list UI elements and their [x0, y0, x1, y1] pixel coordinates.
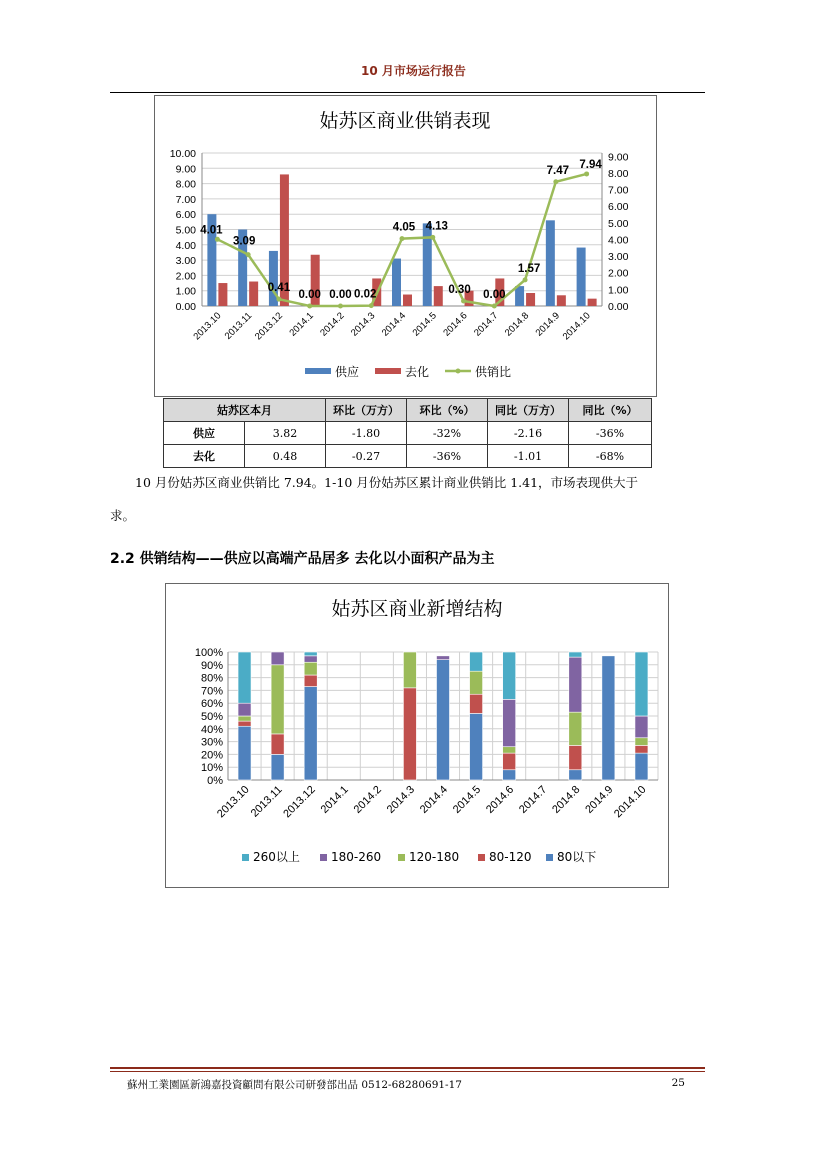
legend-label: 80-120: [489, 850, 532, 864]
supply-sales-chart-svg: [155, 96, 656, 396]
y-tick-label-left: 4.00: [175, 239, 196, 252]
ratio-data-label: 0.00: [298, 289, 321, 301]
y-tick-label-right: 4.00: [608, 234, 629, 247]
stacked-segment: [635, 745, 648, 753]
table-cell: -2.16: [488, 422, 569, 445]
stacked-segment: [470, 671, 483, 694]
bar-sales: [588, 299, 597, 306]
table-header-row: [164, 399, 652, 422]
ratio-point: [400, 236, 405, 241]
y-tick-label-left: 6.00: [175, 209, 196, 222]
ratio-point: [492, 304, 497, 309]
chart-title: 姑苏区商业新增结构: [331, 598, 503, 620]
ratio-point: [461, 299, 466, 304]
ratio-point: [338, 304, 343, 309]
table-cell: -0.27: [326, 445, 407, 468]
table-header: 同比（万方）: [488, 399, 569, 422]
stacked-segment: [437, 656, 450, 660]
ratio-data-label: 3.09: [232, 235, 256, 248]
y-tick-label-left: 1.00: [175, 285, 196, 298]
y-tick-label-right: 5.00: [608, 217, 629, 230]
table-cell: -1.01: [488, 445, 569, 468]
ratio-point: [430, 235, 435, 240]
table-cell: -68%: [569, 445, 652, 468]
y-tick-label: 80%: [200, 672, 223, 685]
y-tick-label-left: 7.00: [175, 193, 196, 206]
ratio-data-label: 4.05: [392, 221, 416, 234]
body-paragraph-line1: 10 月份姑苏区商业供销比 7.94。1-10 月份姑苏区累计商业供销比 1.41，市场表现供大于: [135, 475, 639, 490]
ratio-point: [246, 252, 251, 257]
x-tick-label: 2014.8: [550, 783, 583, 816]
x-tick-label: 2014.10: [560, 310, 593, 343]
ratio-data-label: 0.00: [483, 289, 506, 301]
ratio-point: [276, 297, 281, 302]
ratio-point: [215, 237, 220, 242]
table-row-label: 去化: [164, 445, 245, 468]
y-tick-label-right: 7.00: [608, 184, 629, 197]
ratio-data-label: 0.30: [448, 284, 471, 297]
y-tick-label-right: 6.00: [608, 201, 629, 214]
ratio-point: [584, 171, 589, 176]
ratio-data-label: 4.13: [425, 220, 448, 233]
x-tick-label: 2013.12: [252, 310, 286, 343]
x-tick-label: 2014.9: [533, 310, 562, 339]
bar-sales: [557, 295, 566, 306]
stacked-segment: [569, 657, 582, 712]
stacked-segment: [569, 745, 582, 769]
x-tick-label: 2014.4: [417, 783, 451, 816]
x-tick-label: 2014.8: [502, 310, 532, 339]
stacked-segment: [635, 652, 648, 716]
y-tick-label: 60%: [200, 698, 223, 711]
x-tick-label: 2014.5: [410, 310, 439, 339]
new-structure-chart: [165, 583, 669, 888]
ratio-data-label: 7.47: [546, 164, 570, 177]
bar-supply: [577, 248, 586, 306]
bar-sales: [434, 286, 443, 306]
y-tick-label-right: 9.00: [608, 151, 629, 164]
stacked-segment: [238, 726, 251, 780]
x-tick-label: 2014.3: [384, 783, 418, 816]
bar-sales: [218, 283, 227, 306]
table-cell: 3.82: [245, 422, 326, 445]
ratio-point: [523, 277, 528, 282]
x-tick-label: 2014.1: [287, 310, 316, 339]
ratio-data-label: 7.94: [579, 158, 602, 171]
stacked-segment: [271, 652, 284, 665]
y-tick-label: 20%: [200, 749, 223, 762]
stacked-segment: [403, 688, 416, 780]
ratio-data-label: 0.41: [267, 282, 291, 295]
legend-swatch: [320, 854, 327, 861]
table-row: [164, 422, 652, 445]
body-paragraph-line2: 求。: [110, 508, 136, 523]
y-tick-label: 90%: [200, 659, 223, 672]
table-cell: -36%: [569, 422, 652, 445]
stacked-segment: [304, 687, 317, 780]
ratio-data-label: 0.02: [354, 288, 377, 301]
stacked-segment: [503, 753, 516, 770]
stacked-segment: [602, 656, 615, 780]
bar-supply: [515, 286, 524, 306]
legend-label: 180-260: [331, 850, 382, 864]
stacked-segment: [635, 716, 648, 738]
table-cell: -1.80: [326, 422, 407, 445]
legend-swatch: [242, 854, 249, 861]
y-tick-label-left: 8.00: [175, 178, 196, 191]
y-tick-label: 30%: [200, 736, 223, 749]
y-tick-label: 10%: [200, 762, 223, 775]
stacked-segment: [304, 675, 317, 687]
y-tick-label-left: 0.00: [175, 301, 196, 313]
stacked-segment: [635, 738, 648, 746]
table-row: [164, 445, 652, 468]
y-tick-label-right: 3.00: [608, 251, 629, 264]
supply-sales-chart: [154, 95, 657, 397]
ratio-data-label: 1.57: [517, 262, 541, 275]
x-tick-label: 2014.2: [351, 783, 384, 816]
legend-label: 供销比: [475, 365, 512, 379]
ratio-data-label: 4.01: [200, 224, 223, 237]
stacked-segment: [569, 712, 582, 745]
legend-swatch: [478, 854, 485, 861]
y-tick-label: 50%: [200, 711, 223, 723]
legend-label: 供应: [335, 365, 360, 379]
stacked-segment: [238, 703, 251, 716]
y-tick-label-right: 2.00: [608, 267, 629, 280]
table-cell: 0.48: [245, 445, 326, 468]
y-tick-label-left: 10.00: [169, 148, 196, 160]
y-tick-label-left: 3.00: [175, 255, 196, 268]
stacked-segment: [304, 662, 317, 675]
table-header: 同比（%）: [569, 399, 652, 422]
footer-company: 蘇州工業園區新鴻嘉投資顧問有限公司研發部出品 0512-68280691-17: [127, 1079, 462, 1091]
x-tick-label: 2013.11: [222, 310, 255, 342]
stacked-segment: [437, 660, 450, 780]
ratio-point: [369, 303, 374, 308]
section-heading: 2.2 供销结构——供应以高端产品居多 去化以小面积产品为主: [110, 551, 495, 567]
summary-table: [163, 398, 652, 468]
bar-sales: [403, 295, 412, 306]
ratio-point: [553, 179, 558, 184]
bar-sales: [249, 282, 258, 306]
x-tick-label: 2013.11: [248, 783, 285, 820]
x-tick-label: 2013.10: [215, 783, 252, 821]
y-tick-label: 0%: [207, 775, 223, 787]
x-tick-label: 2014.1: [318, 783, 351, 816]
legend-label: 120-180: [409, 850, 460, 864]
legend-label: 260以上: [253, 850, 300, 864]
x-tick-label: 2014.10: [611, 783, 649, 821]
y-tick-label-left: 9.00: [175, 163, 196, 176]
stacked-segment: [503, 699, 516, 746]
x-tick-label: 2014.4: [379, 310, 409, 339]
stacked-segment: [238, 652, 251, 703]
stacked-segment: [569, 652, 582, 657]
new-structure-chart-svg: [166, 584, 668, 887]
stacked-segment: [304, 656, 317, 662]
running-header: 10 月市场运行报告: [361, 64, 466, 78]
stacked-segment: [271, 665, 284, 734]
x-tick-label: 2014.6: [483, 783, 517, 816]
y-tick-label-right: 1.00: [608, 284, 629, 297]
chart-title: 姑苏区商业供销表现: [319, 110, 491, 132]
x-tick-label: 2014.5: [450, 783, 484, 816]
header-rule: [110, 92, 705, 93]
stacked-segment: [403, 652, 416, 688]
y-tick-label: 40%: [200, 723, 223, 736]
x-tick-label: 2014.2: [318, 310, 347, 339]
bar-supply: [546, 220, 555, 306]
x-tick-label: 2014.3: [349, 310, 378, 339]
stacked-segment: [569, 770, 582, 780]
bar-sales: [526, 293, 535, 306]
legend-swatch: [546, 854, 553, 861]
legend-swatch: [375, 368, 401, 374]
y-tick-label: 100%: [194, 647, 223, 659]
table-cell: -32%: [407, 422, 488, 445]
ratio-data-label: 0.00: [329, 289, 352, 301]
stacked-segment: [271, 734, 284, 754]
legend-swatch: [398, 854, 405, 861]
stacked-segment: [238, 716, 251, 721]
legend-swatch: [305, 368, 331, 374]
stacked-segment: [470, 694, 483, 713]
y-tick-label-left: 2.00: [175, 270, 196, 283]
table-header: 环比（万方）: [326, 399, 407, 422]
page-number: 25: [671, 1077, 685, 1089]
y-tick-label: 70%: [200, 685, 223, 698]
x-tick-label: 2014.7: [472, 310, 501, 339]
bar-supply: [392, 259, 401, 306]
stacked-segment: [470, 652, 483, 671]
stacked-segment: [635, 753, 648, 780]
stacked-segment: [271, 754, 284, 780]
bar-supply: [423, 223, 432, 306]
x-tick-label: 2014.9: [583, 783, 616, 816]
footer-rule-thin: [110, 1071, 705, 1072]
y-tick-label-left: 5.00: [175, 224, 196, 237]
legend-label: 80以下: [557, 850, 597, 864]
x-tick-label: 2014.7: [517, 783, 550, 816]
stacked-segment: [503, 770, 516, 780]
stacked-segment: [470, 713, 483, 780]
legend-label: 去化: [405, 365, 430, 379]
footer-rule-thick: [110, 1067, 705, 1069]
y-tick-label-right: 0.00: [608, 301, 629, 313]
stacked-segment: [503, 652, 516, 699]
x-tick-label: 2013.10: [191, 310, 224, 343]
ratio-point: [307, 304, 312, 309]
table-row-label: 供应: [164, 422, 245, 445]
y-tick-label-right: 8.00: [608, 167, 629, 180]
x-tick-label: 2013.12: [281, 783, 318, 821]
table-header: 环比（%）: [407, 399, 488, 422]
table-cell: -36%: [407, 445, 488, 468]
x-tick-label: 2014.6: [441, 310, 470, 339]
table-header: 姑苏区本月: [164, 399, 326, 422]
stacked-segment: [503, 747, 516, 753]
stacked-segment: [304, 652, 317, 656]
legend-marker: [456, 369, 461, 374]
stacked-segment: [238, 721, 251, 726]
